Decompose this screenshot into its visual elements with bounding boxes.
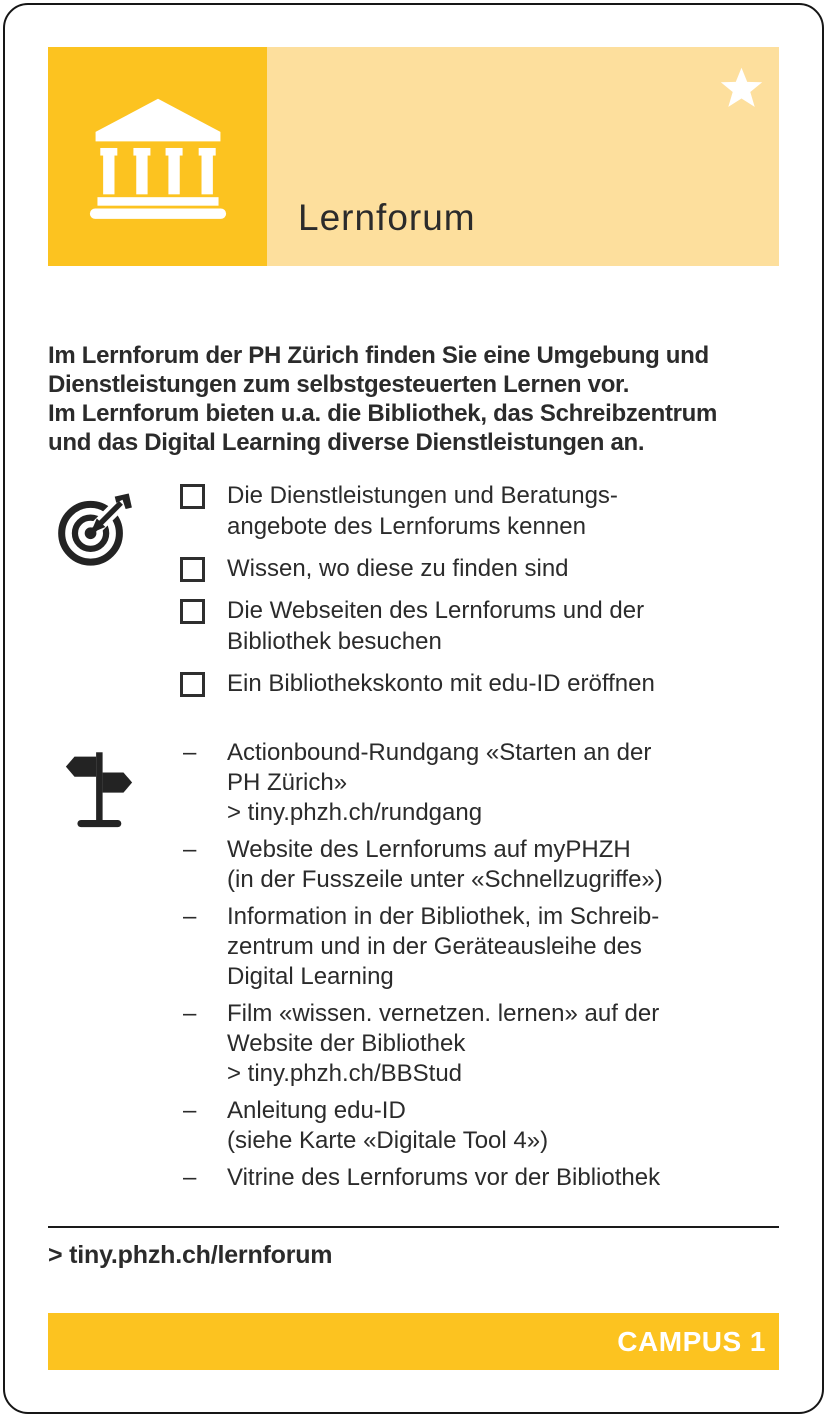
- checkbox[interactable]: [180, 599, 205, 624]
- lernforum-url[interactable]: > tiny.phzh.ch/lernforum: [48, 1241, 333, 1269]
- dash-marker: –: [183, 903, 197, 930]
- checklist-item: [180, 668, 779, 699]
- resource-item-text: [227, 835, 663, 895]
- resource-item-text: [227, 902, 659, 992]
- list-item: [180, 902, 779, 992]
- resource-line: (siehe Karte «Digitale Tool 4»): [227, 1127, 549, 1154]
- resource-line: Information in der Bibliothek, im Schreib-: [227, 903, 660, 930]
- checklist-line: Wissen, wo diese zu finden sind: [227, 555, 569, 582]
- checklist-line: Die Dienstleistungen und Beratungs-: [227, 482, 618, 509]
- checklist-item-text: [227, 595, 644, 657]
- checklist-item-text: [227, 480, 618, 542]
- checkbox[interactable]: [180, 557, 205, 582]
- list-item: [180, 1096, 779, 1156]
- list-item: [180, 999, 779, 1089]
- resource-item-text: [227, 738, 651, 828]
- star-icon: [719, 66, 764, 110]
- building-icon-box: [48, 47, 267, 266]
- page-title: Lernforum: [298, 197, 476, 238]
- resources-icon-column: [48, 738, 180, 1200]
- intro-line: und das Digital Learning diverse Dienstleistungen an.: [48, 429, 645, 456]
- resources-section: [48, 738, 779, 1200]
- checklist-item: [180, 595, 779, 657]
- list-item: [180, 835, 779, 895]
- list-item: [180, 1163, 779, 1193]
- dash-marker: –: [183, 739, 197, 766]
- resource-line: zentrum und in der Geräteausleihe des: [227, 933, 642, 960]
- resource-line: Website des Lernforums auf myPHZH: [227, 836, 631, 863]
- resource-item-text: [227, 999, 659, 1089]
- resource-line: Website der Bibliothek: [227, 1030, 466, 1057]
- intro-text: [48, 341, 779, 457]
- campus-label: CAMPUS 1: [617, 1325, 766, 1357]
- resource-item-text: [227, 1163, 660, 1193]
- campus-bar: [48, 1313, 779, 1370]
- resource-line: Digital Learning: [227, 963, 394, 990]
- rundgang-url[interactable]: > tiny.phzh.ch/rundgang: [227, 799, 483, 826]
- divider: [48, 1226, 779, 1228]
- resource-line: (in der Fusszeile unter «Schnellzugriffe»): [227, 866, 663, 893]
- header-title-area: [267, 47, 779, 266]
- checklist-item-text: [227, 553, 569, 584]
- intro-line: Im Lernforum bieten u.a. die Bibliothek, das Schreibzentrum: [48, 400, 718, 427]
- dash-marker: –: [183, 1097, 197, 1124]
- checklist-line: angebote des Lernforums kennen: [227, 513, 586, 540]
- checklist-item: [180, 480, 779, 542]
- checkbox[interactable]: [180, 484, 205, 509]
- learning-goals-section: [48, 480, 779, 710]
- card-header: [48, 47, 779, 266]
- resource-line: Anleitung edu-ID: [227, 1097, 406, 1124]
- checklist-line: Die Webseiten des Lernforums und der: [227, 597, 645, 624]
- dash-marker: –: [183, 1164, 197, 1191]
- intro-line: Dienstleistungen zum selbstgesteuerten Lernen vor.: [48, 371, 630, 398]
- checkbox[interactable]: [180, 672, 205, 697]
- target-icon: [57, 486, 135, 573]
- resource-line: Actionbound-Rundgang «Starten an der: [227, 739, 652, 766]
- resource-line: Film «wissen. vernetzen. lernen» auf der: [227, 1000, 660, 1027]
- dash-marker: –: [183, 836, 197, 863]
- dash-marker: –: [183, 1000, 197, 1027]
- resource-item-text: [227, 1096, 548, 1156]
- resource-line: Vitrine des Lernforums vor der Bibliothek: [227, 1164, 661, 1191]
- resource-list: [180, 738, 779, 1200]
- goals-icon-column: [48, 480, 180, 710]
- goal-checklist: [180, 480, 779, 710]
- checklist-line: Bibliothek besuchen: [227, 628, 442, 655]
- checklist-item-text: [227, 668, 655, 699]
- resource-line: PH Zürich»: [227, 769, 348, 796]
- checklist-item: [180, 553, 779, 584]
- bbstud-url[interactable]: > tiny.phzh.ch/BBStud: [227, 1060, 463, 1087]
- checklist-line: Ein Bibliothekskonto mit edu-ID eröffnen: [227, 670, 655, 697]
- intro-line: Im Lernforum der PH Zürich finden Sie eine Umgebung und: [48, 342, 709, 369]
- signpost-icon: [63, 750, 135, 833]
- museum-building-icon: [88, 93, 228, 220]
- list-item: [180, 738, 779, 828]
